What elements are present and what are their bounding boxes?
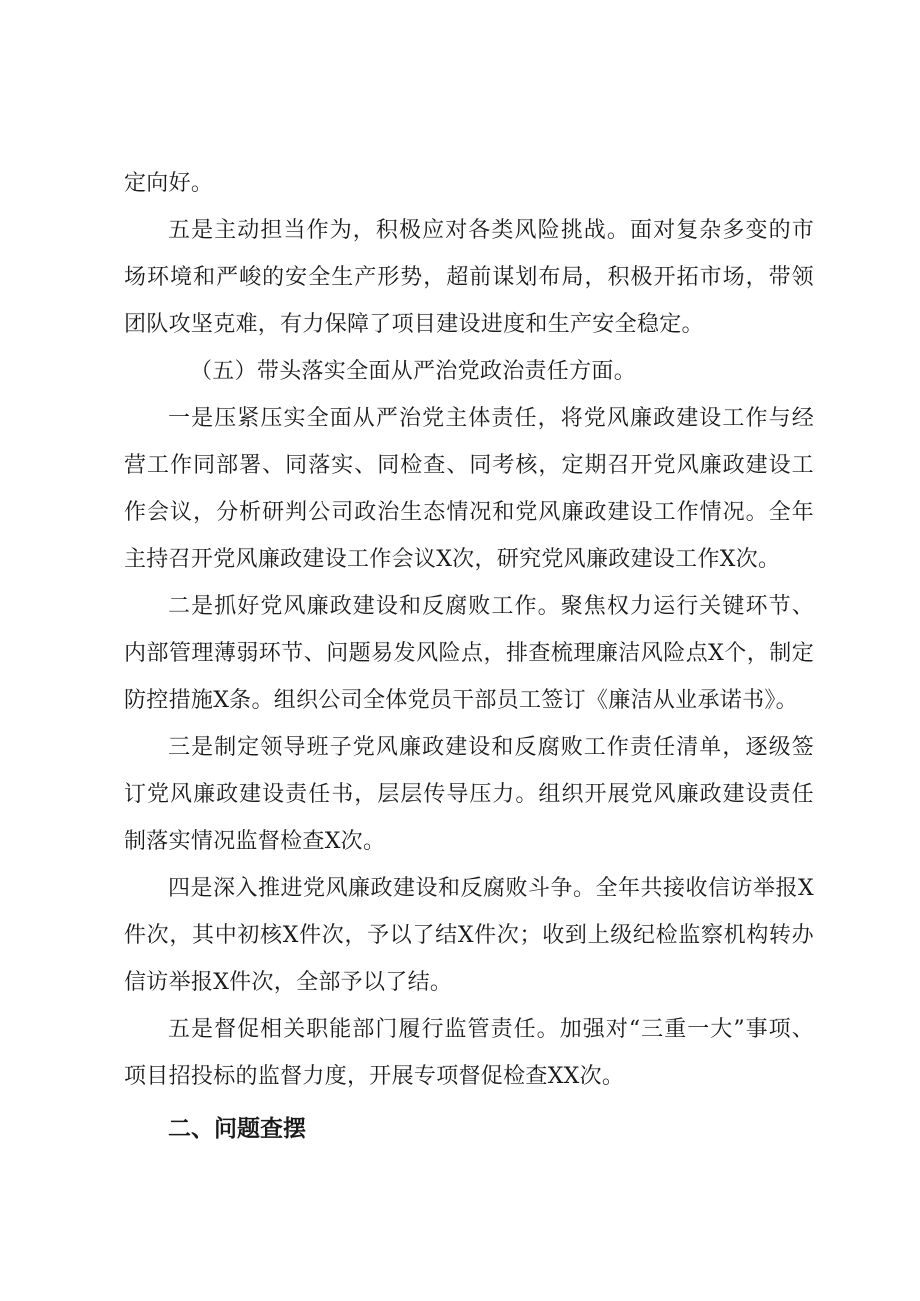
paragraph-petitions: 四是深入推进党风廉政建设和反腐败斗争。全年共接收信访举报X件次，其中初核X件次，予以了结X件次；收到上级纪检监察机构转办信访举报X件次，全部予以了结。: [124, 876, 814, 995]
paragraph-main-responsibility: 一是压紧压实全面从严治党主体责任，将党风廉政建设工作与经营工作同部署、同落实、同检查、同考核，定期召开党风廉政建设工作会议，分析研判公司政治生态情况和党风廉政建设工作情况。全年主持召开党风廉政建设工作会议X次，研究党风廉政建设工作X次。: [124, 406, 814, 572]
document-body: [124, 160, 814, 1154]
subsection-heading-five: （五）带头落实全面从严治党政治责任方面。: [190, 359, 637, 384]
section-heading-problems: 二、问题查摆: [168, 1116, 306, 1142]
paragraph-responsibility-list: 三是制定领导班子党风廉政建设和反腐败工作责任清单，逐级签订党风廉政建设责任书，层层传导压力。组织开展党风廉政建设责任制落实情况监督检查X次。: [124, 735, 814, 854]
paragraph-continuation: 定向好。: [124, 171, 214, 196]
paragraph-anti-corruption: 二是抓好党风廉政建设和反腐败工作。聚焦权力运行关键环节、内部管理薄弱环节、问题易发风险点，排查梳理廉洁风险点X个，制定防控措施X条。组织公司全体党员干部员工签订《廉洁从业承诺书》。: [124, 594, 814, 713]
paragraph-supervision: 五是督促相关职能部门履行监管责任。加强对“三重一大”事项、项目招投标的监督力度，开展专项督促检查XX次。: [124, 1017, 814, 1089]
paragraph-risk-response: 五是主动担当作为，积极应对各类风险挑战。面对复杂多变的市场环境和严峻的安全生产形势，超前谋划布局，积极开拓市场，带领团队攻坚克难，有力保障了项目建设进度和生产安全稳定。: [124, 218, 814, 337]
